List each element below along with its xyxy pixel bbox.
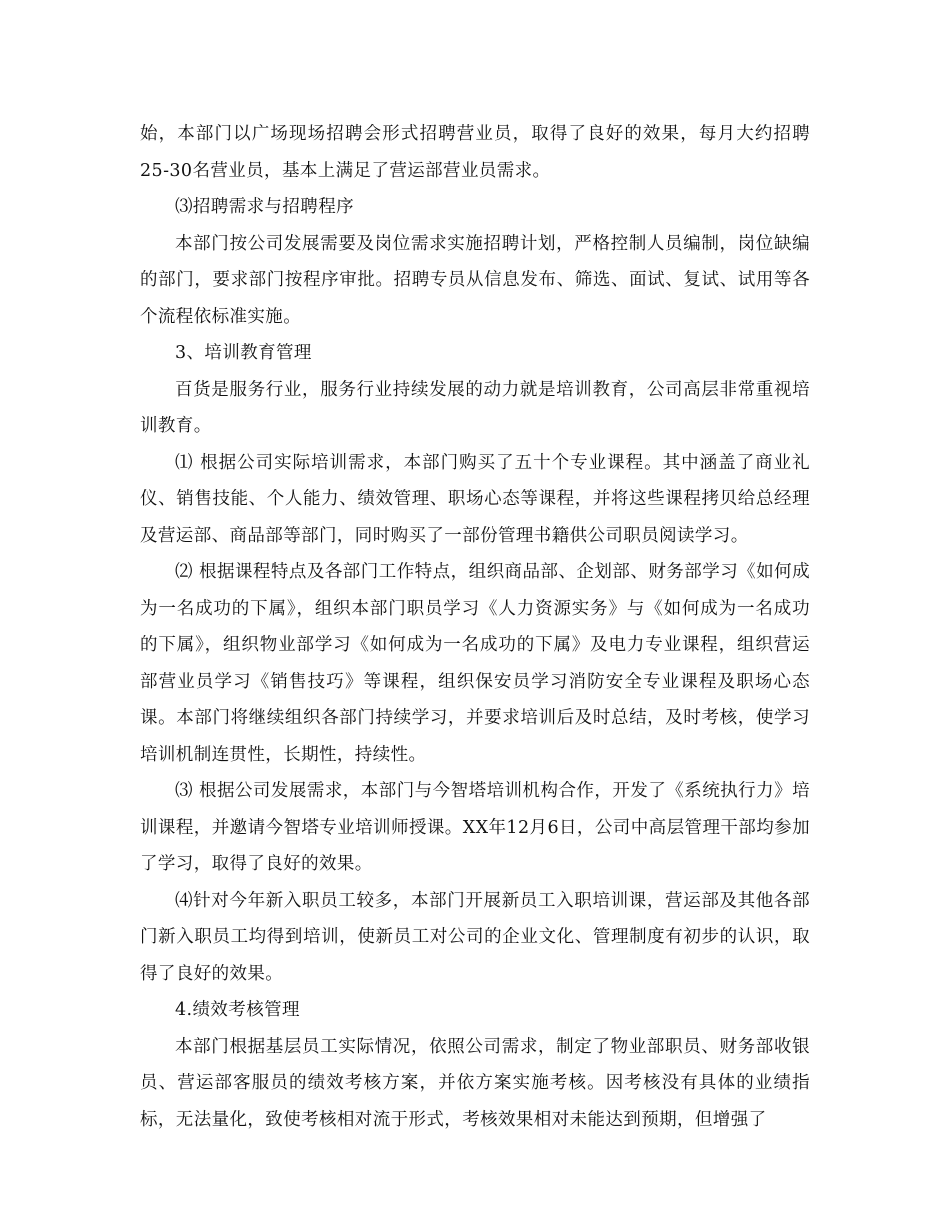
paragraph-training-item-1: ⑴ 根据公司实际培训需求，本部门购买了五十个专业课程。其中涵盖了商业礼仪、销售技能、个人能力、绩效管理、职场心态等课程，并将这些课程拷贝给总经理及营运部、商品部等部门，同时购买了一部份管理书籍供公司职员阅读学习。 [140,452,810,546]
paragraph-training-item-2: ⑵ 根据课程特点及各部门工作特点，组织商品部、企划部、财务部学习《如何成为一名成功的下属》，组织本部门职员学习《人力资源实务》与《如何成为一名成功的下属》，组织物业部学习《如何成为一名成功的下属》及电力专业课程，组织营运部营业员学习《销售技巧》等课程，组织保安员学习消防安全专业课程及职场心态课。本部门将继续组织各部门持续学习，并要求培训后及时总结，及时考核，使学习培训机制连贯性，长期性，持续性。 [140,562,810,765]
heading-recruitment-process: ⑶招聘需求与招聘程序 [175,197,354,217]
paragraph-training-item-3: ⑶ 根据公司发展需求，本部门与今智塔培训机构合作，开发了《系统执行力》培训课程，并邀请今智塔专业培训师授课。XX年12月6日，公司中高层管理干部均参加了学习，取得了良好的效果。 [140,781,810,874]
paragraph-training-intro: 百货是服务行业，服务行业持续发展的动力就是培训教育，公司高层非常重视培训教育。 [140,379,810,436]
document-body [140,116,810,1138]
paragraph-recruitment-process: 本部门按公司发展需要及岗位需求实施招聘计划，严格控制人员编制，岗位缺编的部门，要求部门按程序审批。招聘专员从信息发布、筛选、面试、复试、试用等各个流程依标准实施。 [140,233,810,327]
paragraph-recruitment-result: 始，本部门以广场现场招聘会形式招聘营业员，取得了良好的效果，每月大约招聘25-30名营业员，基本上满足了营运部营业员需求。 [140,124,810,181]
paragraph-performance-management: 本部门根据基层员工实际情况，依照公司需求，制定了物业部职员、财务部收银员、营运部客服员的绩效考核方案，并依方案实施考核。因考核没有具体的业绩指标，无法量化，致使考核相对流于形式，考核效果相对未能达到预期，但增强了 [140,1036,810,1130]
heading-performance-management: 4.绩效考核管理 [175,1000,300,1020]
paragraph-training-item-4: ⑷针对今年新入职员工较多，本部门开展新员工入职培训课，营运部及其他各部门新入职员工均得到培训，使新员工对公司的企业文化、管理制度有初步的认识，取得了良好的效果。 [140,890,810,984]
heading-training-management: 3、培训教育管理 [175,343,312,363]
